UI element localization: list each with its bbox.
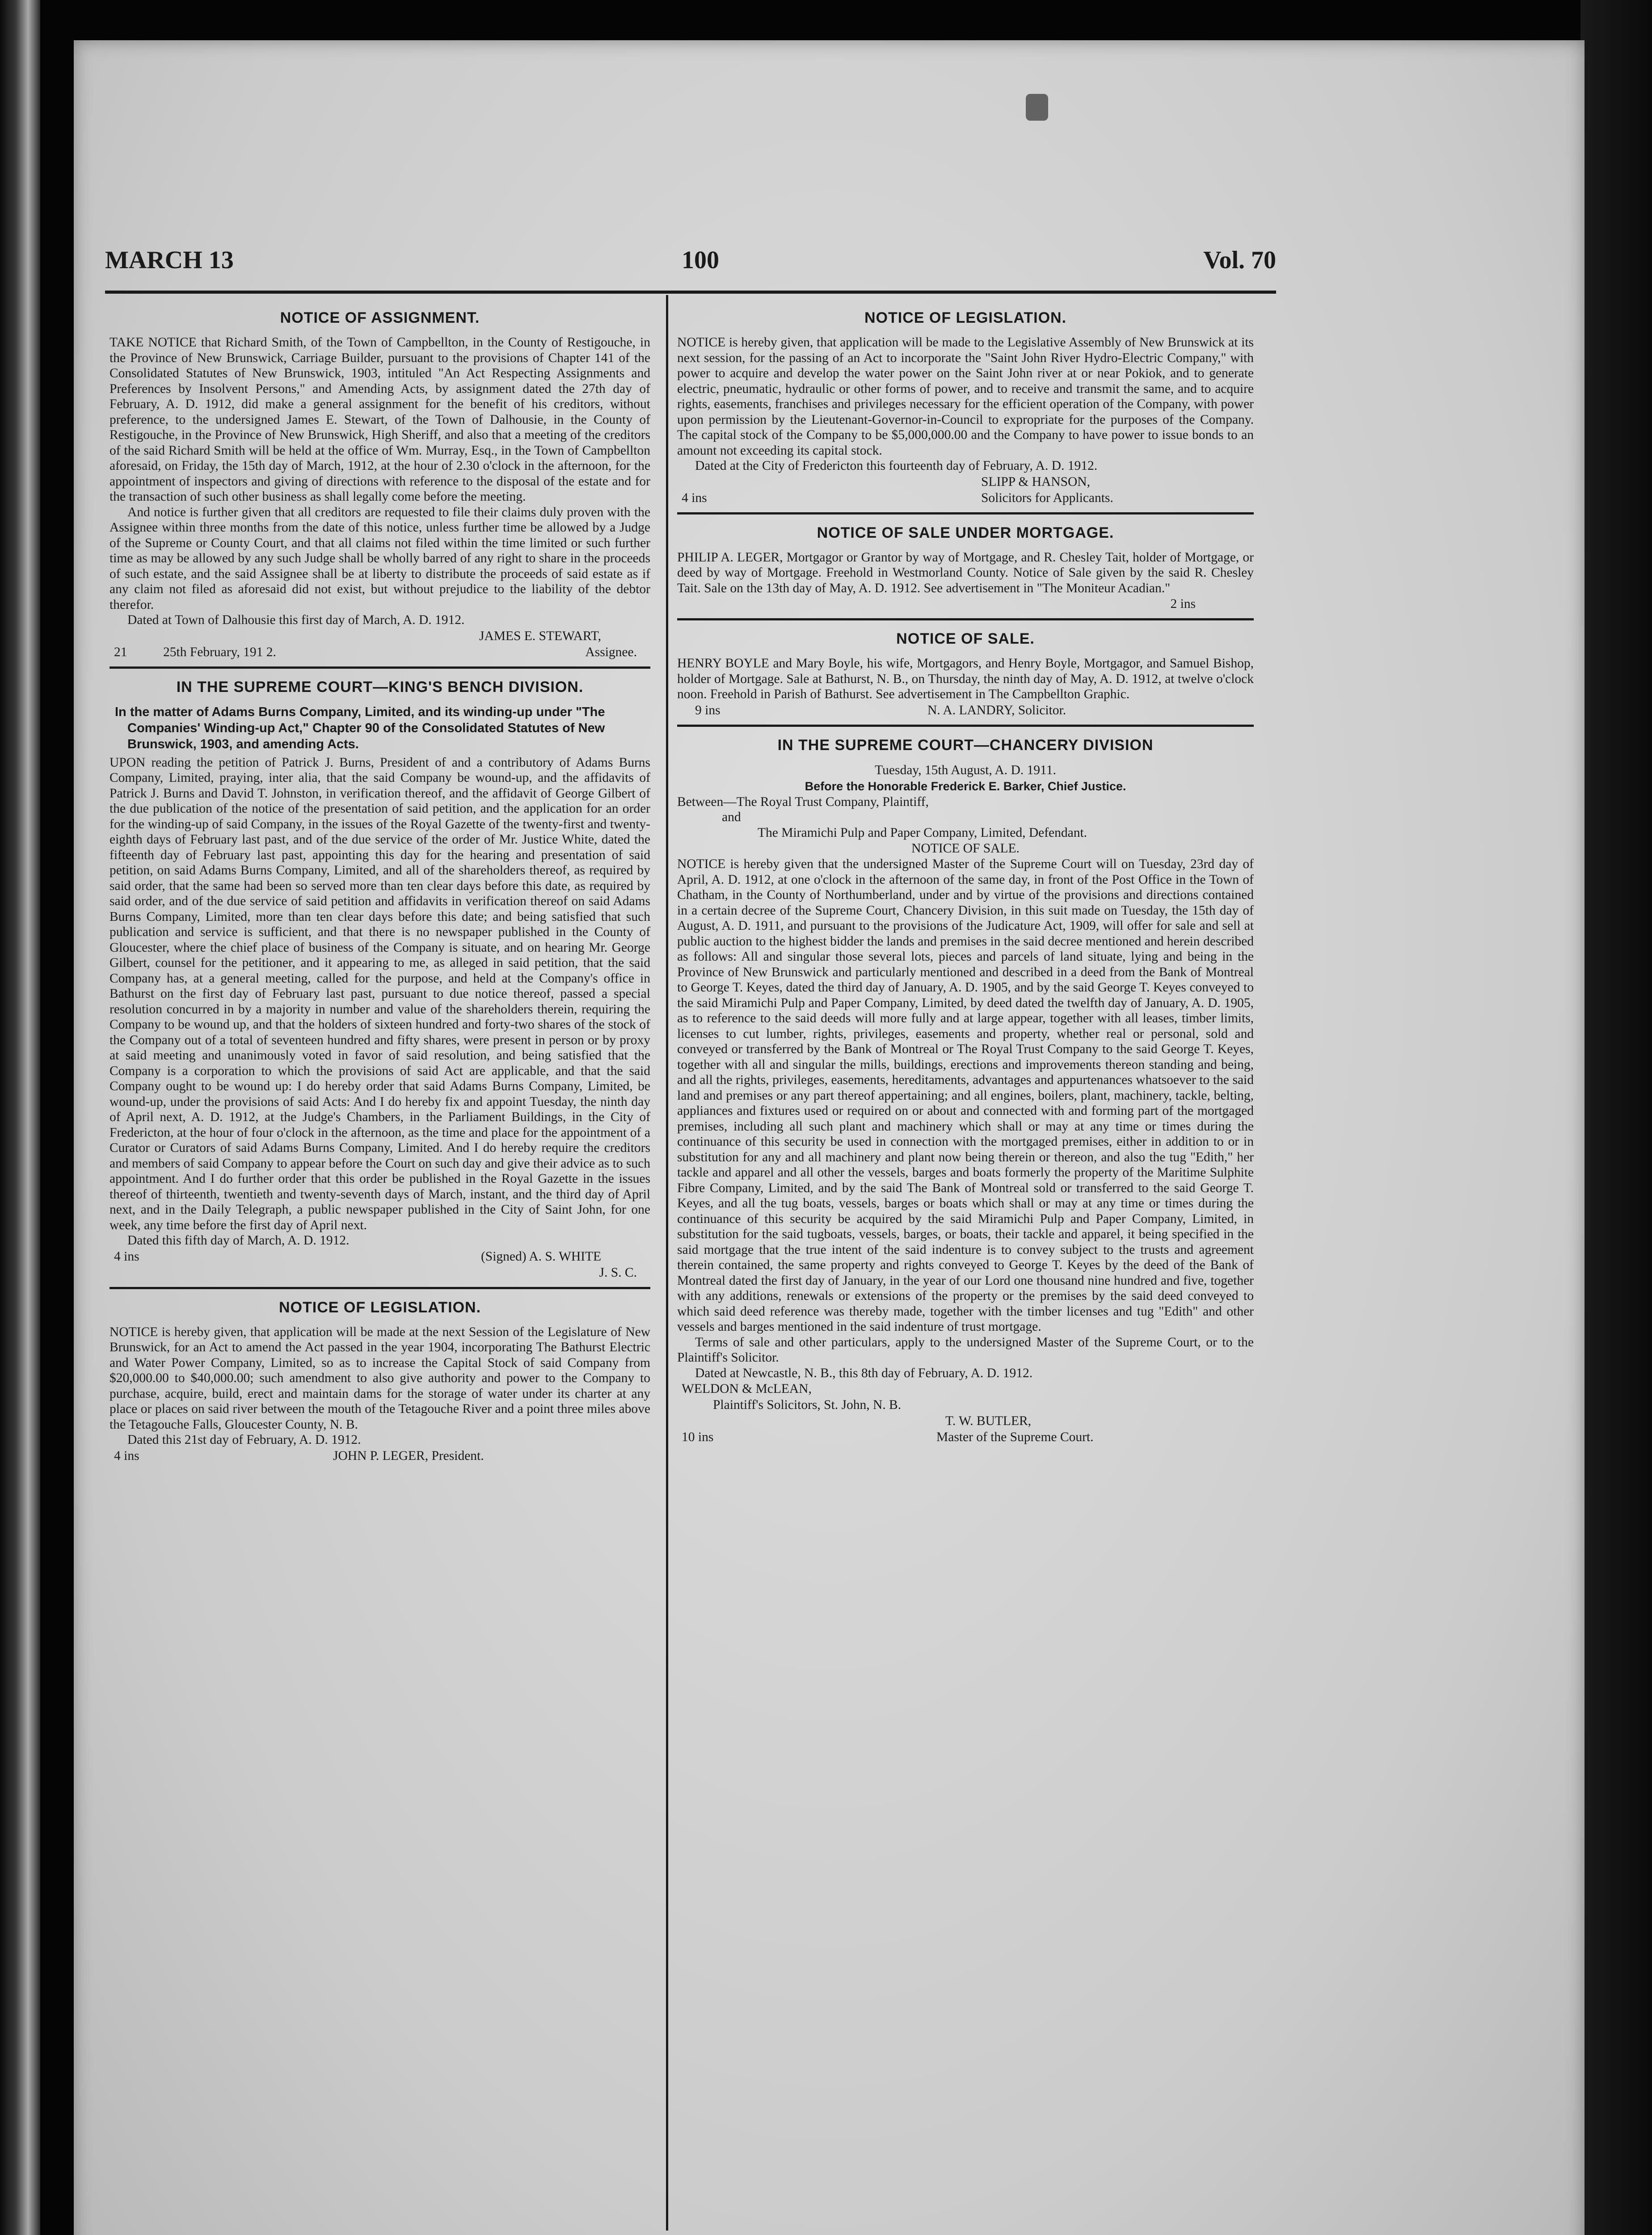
judge-signature: (Signed) A. S. WHITE	[480, 1249, 601, 1264]
insertion-count: 4 ins	[682, 490, 707, 505]
signer-role: Solicitors for Applicants.	[981, 490, 1113, 505]
insertion-count: 4 ins	[114, 1249, 139, 1264]
signature-line	[677, 702, 1254, 718]
notice-title: NOTICE OF LEGISLATION.	[864, 309, 1067, 326]
adjacent-page-edge	[0, 0, 40, 2235]
parties-and: and	[722, 810, 741, 824]
header-page-number: 100	[682, 246, 719, 274]
notice-dated: Dated at Town of Dalhousie this first day of March, A. D. 1912.	[127, 613, 465, 627]
notice-dated: Dated at Newcastle, N. B., this 8th day of February, A. D. 1912.	[695, 1366, 1033, 1380]
notice-body: TAKE NOTICE that Richard Smith, of the Town of Campbellton, in the County of Restigouche, in the Province of New Brunswick, Carriage Builder, pursuant to the provisions of Chapter 141 of the Consolidated Statutes of New Brunswick, 1903, intituled "An Act Respecting Assignments and Preferences by Insolvent Persons," and Amending Acts, by assignment dated the 27th day of February, A. D. 1912, did make a general assignment for the benefit of his creditors, without preference, to the undersigned James E. Stewart, of the Town of Dalhousie, in the County of Restigouche, in the Province of New Brunswick, High Sheriff, and also that a meeting of the creditors of the said Richard Smith will be held at the office of Wm. Murray, Esq., in the Town of Campbellton aforesaid, on Friday, the 15th day of March, 1912, at the hour of 2.30 o'clock in the afternoon, for the appointment of inspectors and giving of directions with reference to the disposal of the estate and for the transaction of such other business as shall legally come before the meeting.	[110, 335, 650, 504]
notice-body: PHILIP A. LEGER, Mortgagor or Grantor by way of Mortgage, and R. Chesley Tait, holder of Mortgage, or deed by way of Mortgage. Freehold in Westmorland County. Notice of Sale given by the said R. Chesley Tait. Sale on the 13th day of May, A. D. 1912. See advertisement in "The Moniteur Acadian."	[677, 550, 1254, 595]
signature-line	[110, 628, 650, 644]
insertion-count: 9 ins	[695, 703, 721, 717]
hearing-date: Tuesday, 15th August, A. D. 1911.	[875, 763, 1056, 777]
right-column	[677, 304, 1254, 1445]
parties-defendant: The Miramichi Pulp and Paper Company, Limited, Defendant.	[758, 825, 1087, 840]
kings-bench-notice	[110, 679, 650, 1289]
signature-line	[677, 1429, 1254, 1445]
signature-line	[677, 1397, 1254, 1413]
notice-body: UPON reading the petition of Patrick J. Burns, President of and a contributory of Adams Burns Company, Limited, praying, inter alia, that the said Company be wound-up, and the affidavits of Patrick J. Burns and David T. Johnston, in verification thereof, and the affidavit of George Gilbert of the due publication of the notice of the presentation of said petition, and the application for an order for the winding-up of said Company, in the issues of the Royal Gazette of the twenty-first and twenty-eighth days of February last past, and of the due service of the order of Mr. Justice White, dated the fifteenth day of February last past, appointing this day for the hearing and presentation of said petition, on said Adams Burns Company, Limited, and all of the shareholders thereof, as required by said order, that the same had been so served more than ten clear days before this date, as required by said order, and of the due service of said petition and affidavits in verification thereof on said Adams Burns Company, Limited, more than ten clear days before this date; and being satisfied that such publication and service is sufficient, and that there is no newspaper published in the County of Gloucester, where the chief place of business of the Company is situate, and on hearing Mr. George Gilbert, counsel for the petitioner, and it appearing to me, as alleged in said petition, that the said Company has, at a general meeting, called for the purpose, and held at the Company's office in Bathurst on the first day of February last past, pursuant to due notice thereof, passed a special resolution concurred in by a majority in number and value of the shareholders therein, requiring the Company to be wound up, and that the holders of sixteen hundred and forty-two shares of the stock of the Company out of a total of seventeen hundred and fifty shares, were present in person or by proxy at said meeting and unanimously voted in favor of said resolution, and being satisfied that the Company is a corporation to which the provisions of said Act are applicable, and that the said Company ought to be wound up: I do hereby order that said Adams Burns Company, Limited, be wound-up, under the provisions of said Acts: And I do hereby fix and appoint Tuesday, the ninth day of April next, A. D. 1912, at the Judge's Chambers, in the Parliament Buildings, in the City of Fredericton, at the hour of four o'clock in the afternoon, as the time and place for the appointment of a Curator or Curators of said Adams Burns Company, Limited. And I do hereby require the creditors and members of said Company to appear before the Court on such day and give their advice as to such appointment. And I do further order that this order be published in the Royal Gazette in the issues thereof of thirteenth, twentieth and twenty-seventh days of March, instant, and the third day of April next, and in the Daily Telegraph, a public newspaper published in the City of Saint John, for one week, any time before the first day of April next.	[110, 755, 650, 1232]
notice-of-sale	[677, 630, 1254, 727]
notice-paragraph: And notice is further given that all creditors are requested to file their claims duly proven with the Assignee within three months from the date of this notice, unless further time be allowed by a Judge of the Supreme or County Court, and that all claims not filed within the time limited or such further time as may be allowed by any such Judge shall be wholly barred of any right to share in the proceeds of such estate, and the said Assignee shall be at liberty to distribute the proceeds of said estate as if any claim not filed as aforesaid did not exist, but without prejudice to the liability of the debtor therefor.	[110, 505, 650, 612]
section-rule	[677, 618, 1254, 620]
signature-line	[677, 490, 1254, 506]
notice-title: NOTICE OF SALE UNDER MORTGAGE.	[817, 524, 1114, 541]
gazette-page	[74, 40, 1585, 2235]
signature-line	[677, 1413, 1254, 1429]
notice-dated: Dated at the City of Fredericton this fourteenth day of February, A. D. 1912.	[695, 459, 1098, 473]
notice-of-sale-under-mortgage	[677, 524, 1254, 621]
signature-line	[110, 1448, 650, 1464]
insertion-count: 10 ins	[682, 1430, 714, 1444]
binding-mark	[1026, 94, 1048, 121]
signature-line	[110, 1265, 650, 1281]
solicitors-role: Plaintiff's Solicitors, St. John, N. B.	[713, 1398, 902, 1412]
signature-line	[677, 474, 1254, 490]
judge-title: J. S. C.	[599, 1265, 637, 1280]
notice-body: NOTICE is hereby given, that application will be made at the next Session of the Legislature of New Brunswick, for an Act to amend the Act passed in the year 1904, incorporating The Bathurst Electric and Water Power Company, Limited, so as to increase the Capital Stock of said Company from $20,000.00 to $40,000.00; such amendment to also give authority and power to the Company to purchase, acquire, build, erect and maintain dams for the storage of water under its charter at any place or places on said river between the mouth of the Tetagouche River and a point three miles above the Tetagouche Falls, Gloucester County, N. B.	[110, 1324, 650, 1432]
header-date: MARCH 13	[105, 246, 234, 274]
notice-subtitle: NOTICE OF SALE.	[911, 841, 1020, 856]
chancery-division-notice	[677, 737, 1254, 1446]
judge-line: Before the Honorable Frederick E. Barker, Chief Justice.	[805, 779, 1126, 793]
signer-name: N. A. LANDRY, Solicitor.	[927, 703, 1066, 717]
insertion-count: 4 ins	[114, 1448, 139, 1463]
parties-plaintiff: Between—The Royal Trust Company, Plaintiff,	[677, 794, 929, 809]
book-cover-edge	[1580, 0, 1652, 2235]
signer-name: JOHN P. LEGER, President.	[333, 1448, 484, 1463]
notice-terms: Terms of sale and other particulars, apply to the undersigned Master of the Supreme Court, or to the Plaintiff's Solicitor.	[677, 1335, 1254, 1365]
notice-body: NOTICE is hereby given, that application will be made to the Legislative Assembly of New Brunswick at its next session, for the passing of an Act to incorporate the "Saint John River Hydro-Electric Company," with power to acquire and develop the water power on the Saint John river at or near Pokiok, and to generate electric, pneumatic, hydraulic or other forms of power, and to receive and transmit the same, and to acquire rights, easements, franchises and privileges necessary for the efficient operation of the Company, with power upon permission by the Lieutenant-Governor-in-Council to expropriate for the purposes of the Company. The capital stock of the Company to be $5,000,000.00 and the Company to have power to issue bonds to an amount not exceeding its capital stock.	[677, 335, 1254, 458]
signer-role: Assignee.	[585, 645, 637, 659]
signature-line	[110, 644, 650, 660]
left-column	[110, 304, 650, 1464]
signer-name: JAMES E. STEWART,	[479, 628, 601, 643]
notice-body: NOTICE is hereby given that the undersigned Master of the Supreme Court will on Tuesday, 23rd day of April, A. D. 1912, at one o'clock in the afternoon of the same day, in front of the Post Office in the Town of Chatham, in the County of Northumberland, under and by virtue of the provisions and directions contained in a certain decree of the Supreme Court, Chancery Division, in this suit made on Tuesday, the 15th day of August, A. D. 1911, and pursuant to the provisions of the Judicature Act, 1909, will offer for sale and sell at public auction to the highest bidder the lands and premises in the said decree mentioned and herein described as follows: All and singular those several lots, pieces and parcels of land situate, lying and being in the Province of New Brunswick and particularly mentioned and described in a deed from the Bank of Montreal to George T. Keyes, dated the third day of January, A. D. 1905, and by the said George T. Keyes conveyed to the said Miramichi Pulp and Paper Company, Limited, by deed dated the twelfth day of January, A. D. 1905, as to reference to the said deeds will more fully and at large appear, together with all leases, timber limits, licenses to cut lumber, rights, privileges, easements and property, whether real or personal, sold and conveyed or transferred by the Bank of Montreal or The Royal Trust Company to the said George T. Keyes, together with all and singular the mills, buildings, erections and improvements thereon standing and being, and all the rights, privileges, easements, hereditaments, advantages and appurtenances whatsoever to the said land and premises or any part thereof appertaining; and all engines, boilers, plant, machinery, tackle, belting, appliances and fixtures used or required on or about and connected with and forming part of the mortgaged premises, including all such plant and machinery which shall or may at any time or times during the continuance of this security be used in connection with the mortgaged premises, either in addition to or in substitution for any and all machinery and plant now being therein or thereon, and also the tug "Edith," her tackle and apparel and all other the vessels, barges and boats formerly the property of the Maritime Sulphite Fibre Company, Limited, and by the said The Bank of Montreal sold or transferred to the said George T. Keyes, and all the tug boats, vessels, barges or boats which shall or may at any time or times during the continuance of this security be acquired by the said Miramichi Pulp and Paper Company, Limited, in substitution for the said tugboats, vessels, barges, or boats, their tackle and apparel, it being specified in the said mortgage that the true intent of the said indenture is to convey subject to the trusts and agreement therein contained, the same property and rights conveyed to George T. Keyes by the deed of the Bank of Montreal dated the first day of January, in the year of our Lord one thousand nine hundred and five, together with any additions, renewals or extensions of the property or the premises by the said deed conveyed to which said deed reference was thereby made, together with the timber licenses and tug "Edith" and other vessels and barges mentioned in the said indenture of trust mortgage.	[677, 857, 1254, 1334]
header-rule	[105, 291, 1276, 294]
notice-of-assignment	[110, 309, 650, 669]
notice-title: NOTICE OF SALE.	[896, 630, 1035, 647]
solicitors-name: WELDON & McLEAN,	[682, 1382, 812, 1396]
notice-title: NOTICE OF LEGISLATION.	[278, 1299, 481, 1316]
page-header	[105, 246, 1276, 282]
master-name: T. W. BUTLER,	[945, 1414, 1032, 1428]
insertion-count: 21	[114, 645, 127, 659]
insertion-count: 2 ins	[1170, 597, 1196, 611]
signer-name: SLIPP & HANSON,	[981, 474, 1090, 489]
section-rule	[110, 1287, 650, 1289]
section-rule	[677, 512, 1254, 514]
notice-of-legislation-right	[677, 309, 1254, 514]
column-divider	[666, 295, 668, 2231]
notice-title: NOTICE OF ASSIGNMENT.	[280, 309, 480, 326]
signature-line	[110, 1248, 650, 1265]
notice-of-legislation-left	[110, 1299, 650, 1464]
notice-title: IN THE SUPREME COURT—KING'S BENCH DIVISION.	[176, 678, 584, 696]
header-volume: Vol. 70	[1203, 246, 1276, 274]
signature-line	[677, 596, 1254, 612]
notice-body: HENRY BOYLE and Mary Boyle, his wife, Mortgagors, and Henry Boyle, Mortgagor, and Samuel Bishop, holder of Mortgage. Sale at Bathurst, N. B., on Thursday, the ninth day of May, A. D. 1912, at twelve o'clock noon. Freehold in Parish of Bathurst. See advertisement in The Campbellton Graphic.	[677, 656, 1254, 701]
notice-subtitle: In the matter of Adams Burns Company, Limited, and its winding-up under "The Companies' Winding-up Act," Chapter 90 of the Consolidated Statutes of New Brunswick, 1903, and amending Acts.	[115, 704, 605, 751]
notice-title: IN THE SUPREME COURT—CHANCERY DIVISION	[777, 736, 1154, 754]
notice-dated: Dated this fifth day of March, A. D. 1912.	[127, 1233, 350, 1248]
section-rule	[110, 666, 650, 669]
insertion-date: 25th February, 191 2.	[163, 645, 276, 659]
master-role: Master of the Supreme Court.	[936, 1430, 1094, 1444]
notice-dated: Dated this 21st day of February, A. D. 1912.	[127, 1433, 361, 1447]
signature-line	[677, 1381, 1254, 1397]
section-rule	[677, 725, 1254, 727]
